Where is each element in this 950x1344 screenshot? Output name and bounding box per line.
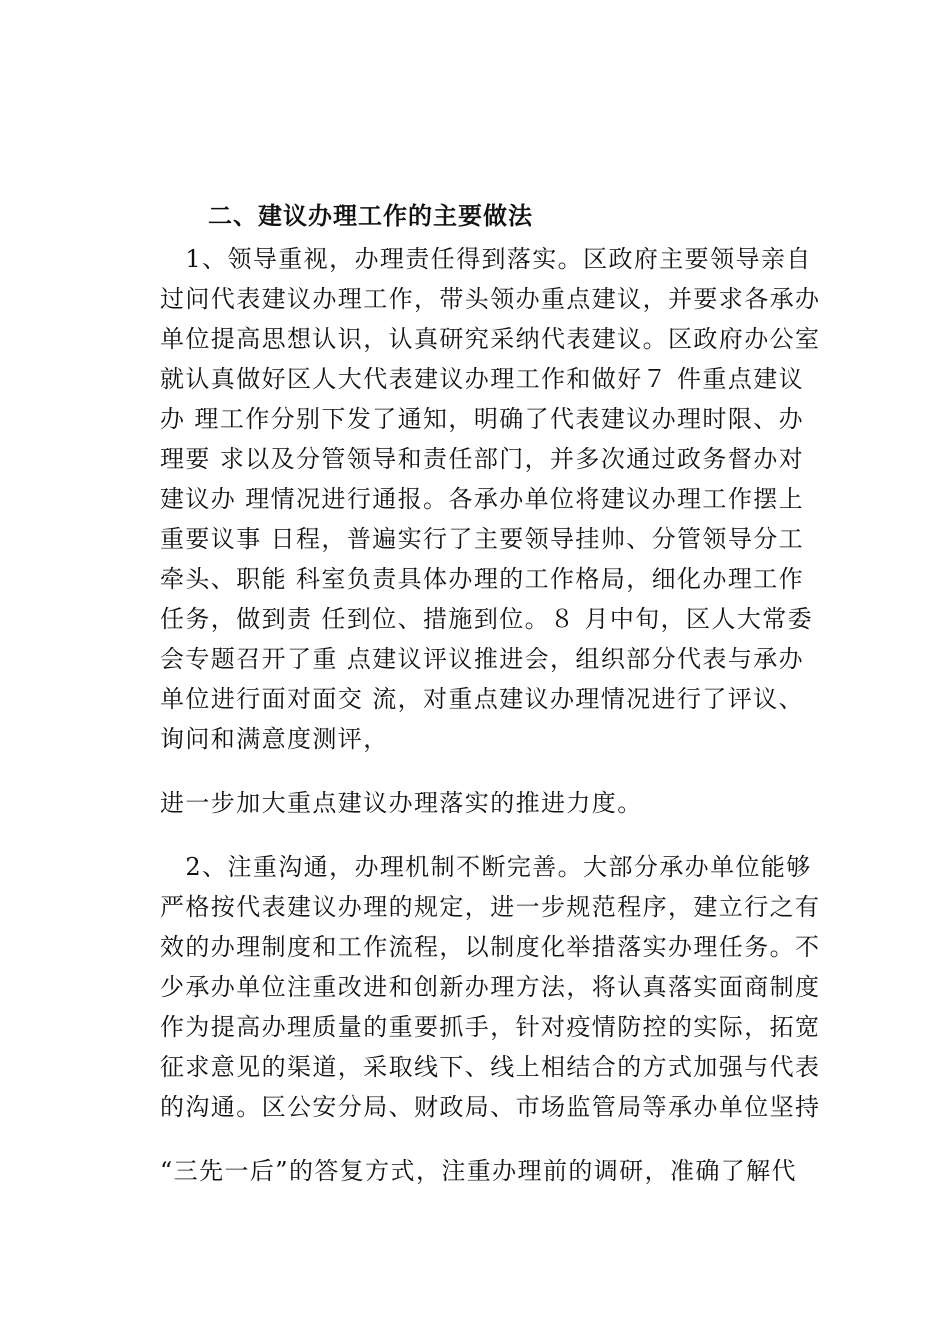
- paragraph-2-line: 严格按代表建议办理的规定，进一步规范程序，建立行之有: [160, 893, 821, 921]
- paragraph-2-line: 的沟通。区公安分局、财政局、市场监管局等承办单位坚持: [160, 1093, 821, 1121]
- paragraph-1-line: 任务，做到责 任到位、措施到位。８ 月中旬，区人大常委: [160, 605, 814, 633]
- paragraph-1-line: 单位提高思想认识，认真研究采纳代表建议。区政府办公室: [160, 325, 821, 353]
- paragraph-1-line: 就认真做好区人大代表建议办理工作和做好７ 件重点建议: [160, 365, 805, 393]
- paragraph-1-line: 建议办 理情况进行通报。各承办单位将建议办理工作摆上: [160, 485, 805, 513]
- paragraph-1-line: 单位进行面对面交 流，对重点建议办理情况进行了评议、: [160, 685, 805, 713]
- paragraph-2-line: 征求意见的渠道，采取线下、线上相结合的方式加强与代表: [160, 1053, 821, 1081]
- paragraph-1-line: 询问和满意度测评，: [160, 725, 389, 753]
- paragraph-1-line: 重要议事 日程，普遍实行了主要领导挂帅、分管领导分工: [160, 525, 805, 553]
- paragraph-2-line: 效的办理制度和工作流程，以制度化举措落实办理任务。不: [160, 933, 821, 961]
- paragraph-1-line: 牵头、职能 科室负责具体办理的工作格局，细化办理工作: [160, 565, 805, 593]
- paragraph-1-line: 办 理工作分别下发了通知，明确了代表建议办理时限、办: [160, 405, 805, 433]
- paragraph-2-line: 少承办单位注重改进和创新办理方法，将认真落实面商制度: [160, 973, 821, 1001]
- paragraph-1-line: 过问代表建议办理工作，带头领办重点建议，并要求各承办: [160, 285, 821, 313]
- paragraph-1-line: 会专题召开了重 点建议评议推进会，组织部分代表与承办: [160, 645, 805, 673]
- paragraph-2-line: 2、注重沟通，办理机制不断完善。大部分承办单位能够: [160, 853, 812, 881]
- paragraph-1-line: 1、领导重视，办理责任得到落实。区政府主要领导亲自: [160, 245, 812, 273]
- section-heading: 二、建议办理工作的主要做法: [208, 202, 533, 230]
- paragraph-2-line: “三先一后”的答复方式，注重办理前的调研，准确了解代: [160, 1157, 797, 1185]
- paragraph-2-line: 作为提高办理质量的重要抓手，针对疫情防控的实际，拓宽: [160, 1013, 821, 1041]
- paragraph-1-line: 理要 求以及分管领导和责任部门，并多次通过政务督办对: [160, 445, 805, 473]
- paragraph-1-continuation: 进一步加大重点建议办理落实的推进力度。: [160, 789, 643, 817]
